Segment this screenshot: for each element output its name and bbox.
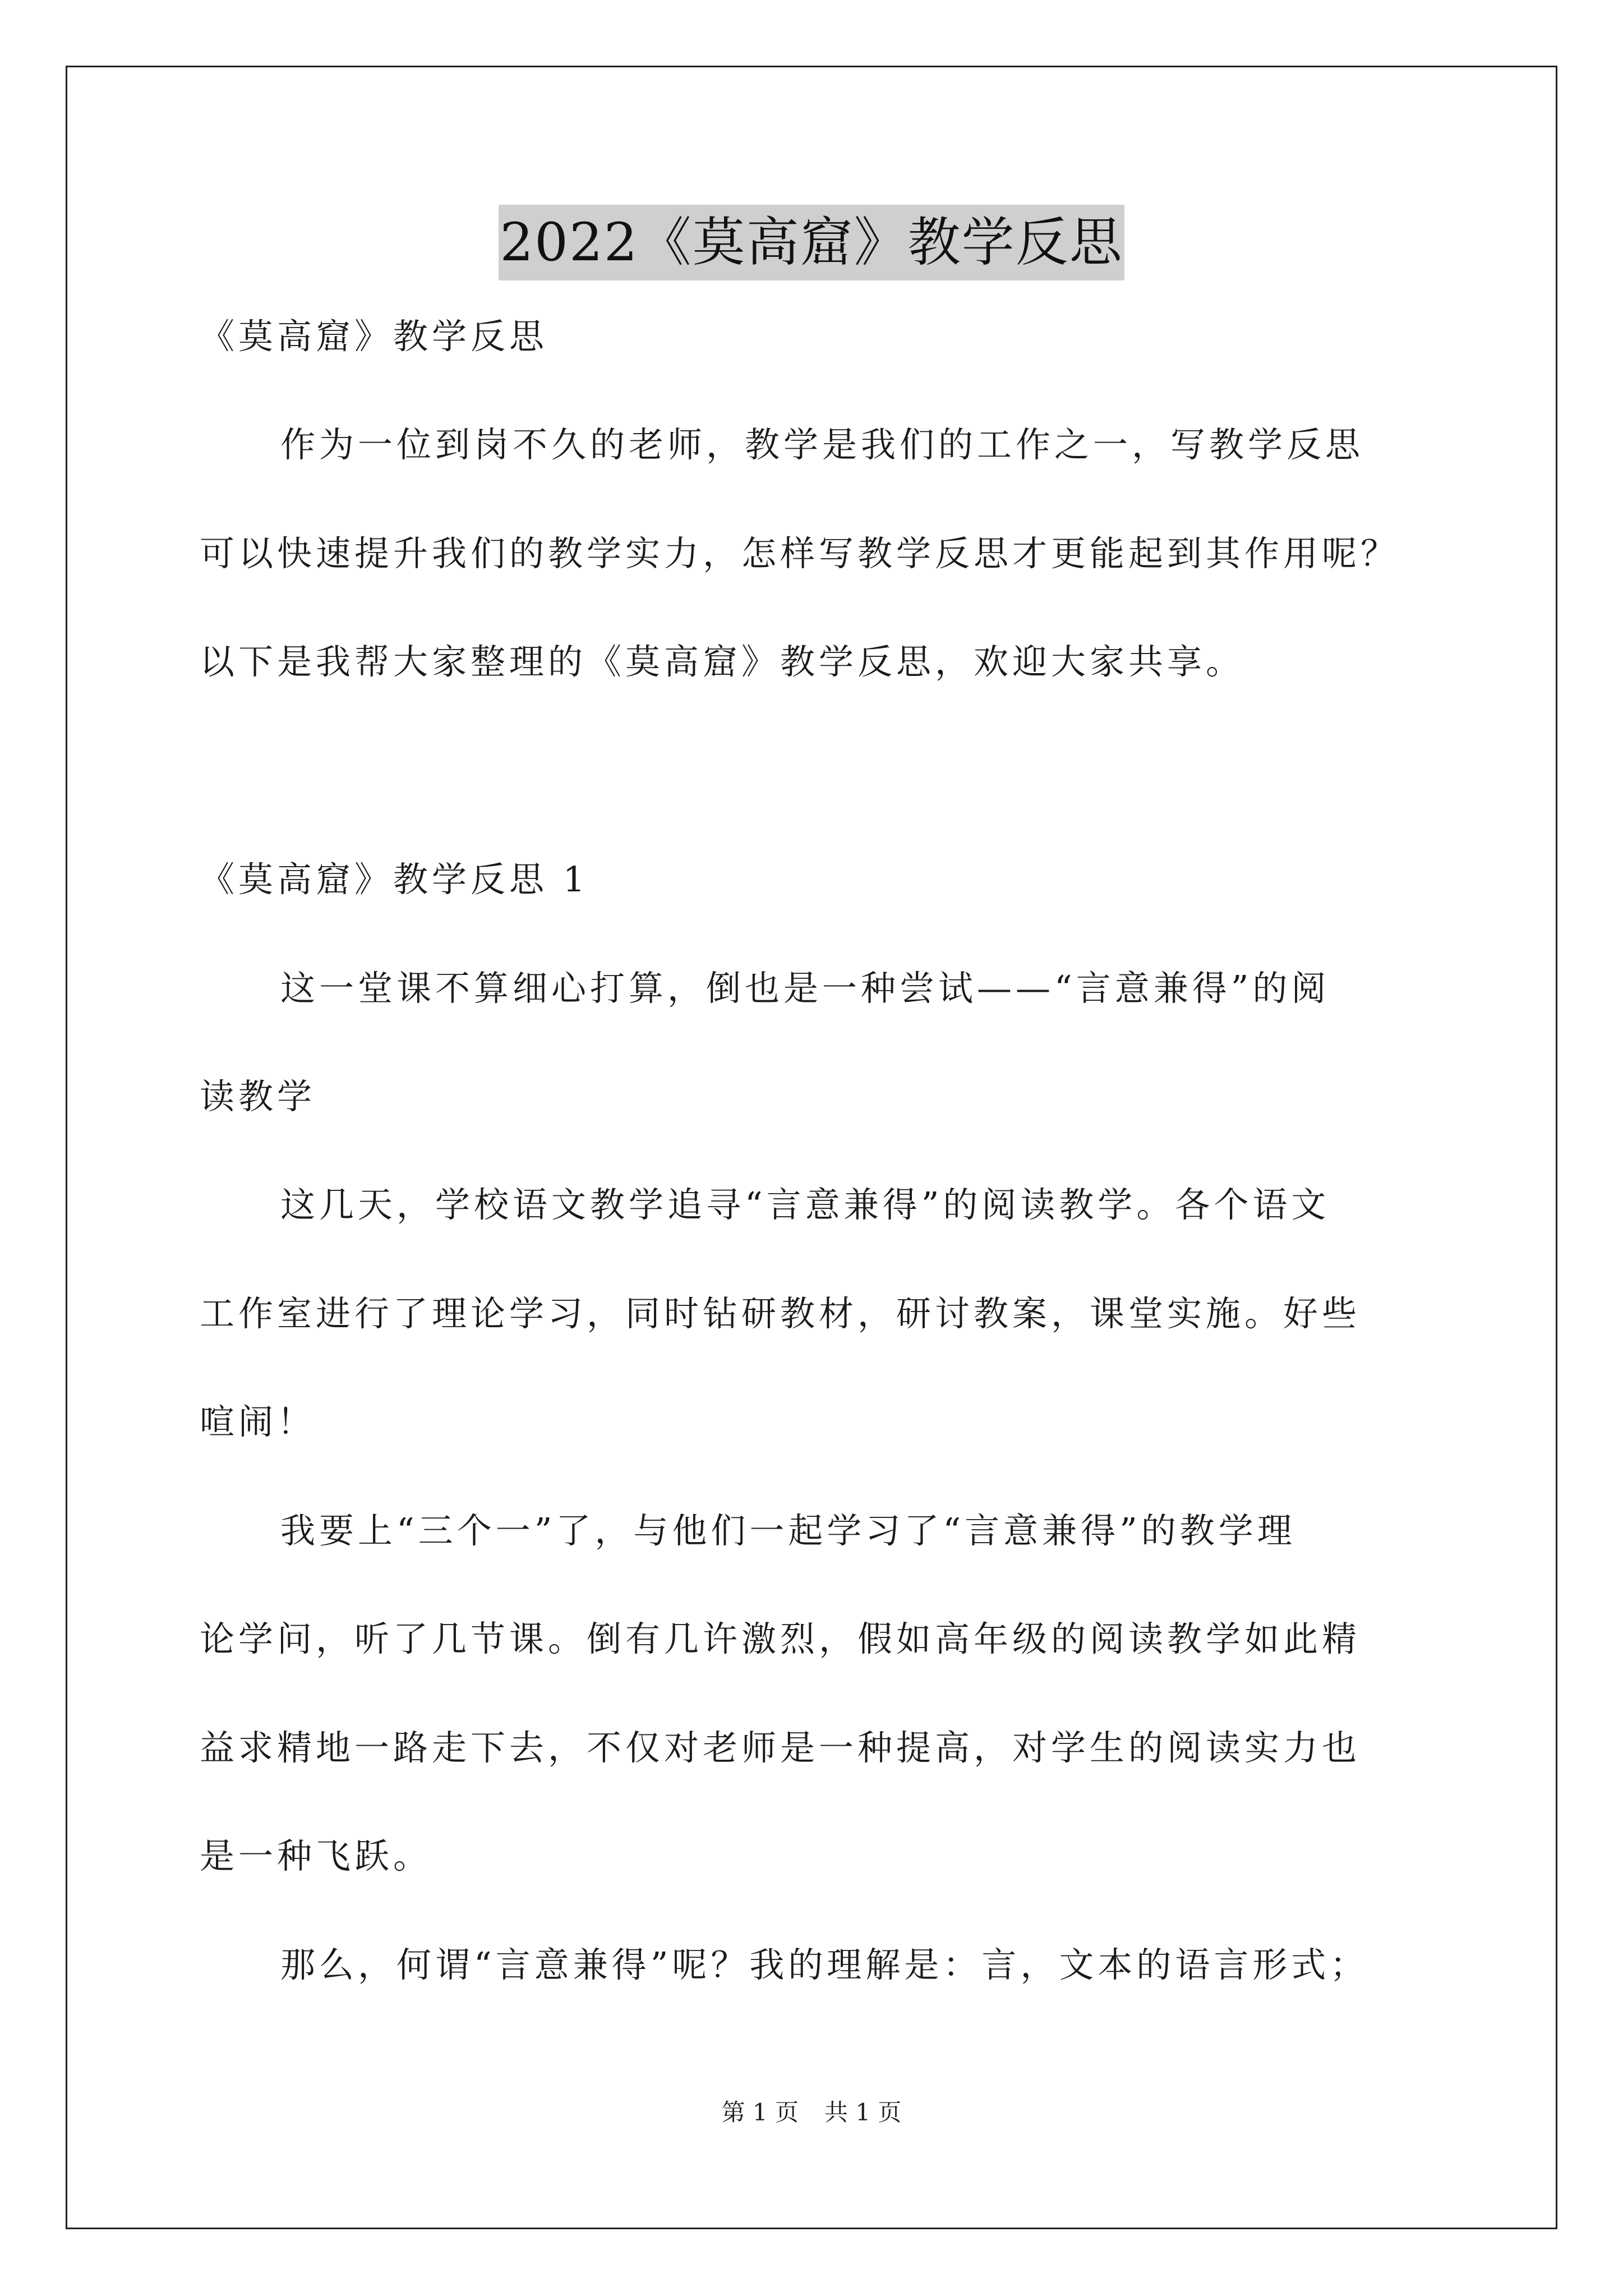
page-border (66, 66, 1557, 2229)
page-footer (0, 2097, 1623, 2128)
paragraph-line: 益求精地一路走下去，不仅对老师是一种提高，对学生的阅读实力也 (200, 1727, 1361, 1768)
paragraph-line: 这几天，学校语文教学追寻“言意兼得”的阅读教学。各个语文 (280, 1184, 1330, 1225)
section-heading: 《莫高窟》教学反思 1 (200, 859, 589, 900)
subtitle-line: 《莫高窟》教学反思 (200, 316, 548, 357)
paragraph-line: 可以快速提升我们的教学实力，怎样写教学反思才更能起到其作用呢？ (200, 533, 1400, 574)
paragraph-line: 这一堂课不算细心打算，倒也是一种尝试——“言意兼得”的阅 (280, 968, 1330, 1009)
paragraph-line: 以下是我帮大家整理的《莫高窟》教学反思，欢迎大家共享。 (200, 641, 1245, 682)
document-title: 2022《莫高窟》教学反思 (499, 205, 1124, 280)
paragraph-line: 是一种飞跃。 (200, 1835, 432, 1876)
paragraph-line: 那么，何谓“言意兼得”呢？我的理解是：言，文本的语言形式； (280, 1944, 1369, 1985)
paragraph-line: 喧闹！ (200, 1401, 316, 1442)
page-total: 共 1 页 (824, 2099, 902, 2126)
paragraph-line: 作为一位到岗不久的老师，教学是我们的工作之一，写教学反思 (280, 424, 1364, 465)
title-container (0, 205, 1623, 280)
paragraph-line: 工作室进行了理论学习，同时钻研教材，研讨教案，课堂实施。好些 (200, 1293, 1361, 1334)
paragraph-line: 论学问，听了几节课。倒有几许激烈，假如高年级的阅读教学如此精 (200, 1618, 1361, 1659)
page-number: 第 1 页 (721, 2099, 799, 2126)
paragraph-line: 读教学 (200, 1076, 316, 1117)
paragraph-line: 我要上“三个一”了，与他们一起学习了“言意兼得”的教学理 (280, 1510, 1296, 1551)
